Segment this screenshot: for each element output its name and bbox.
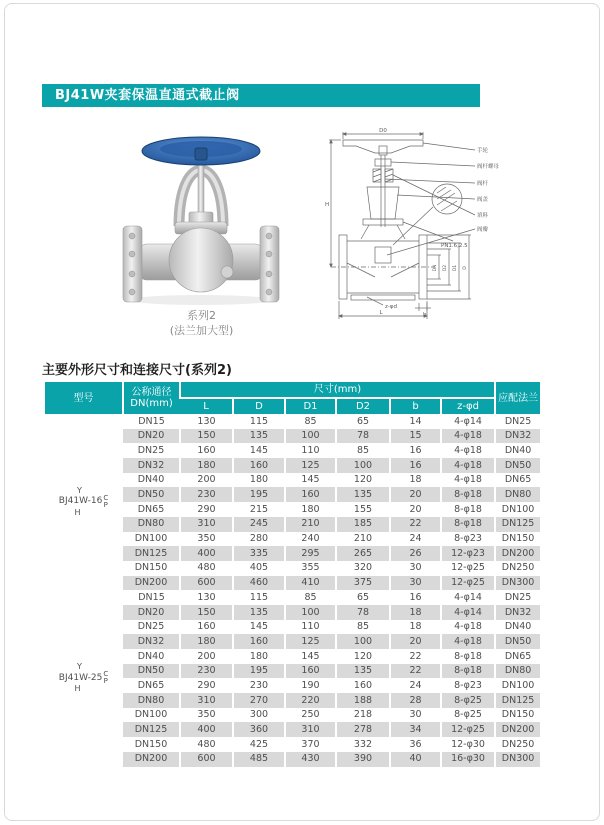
value-cell: 250	[285, 708, 336, 723]
value-cell: DN32	[495, 605, 540, 620]
valve-drawing-svg	[323, 127, 523, 332]
value-cell: 26	[390, 546, 441, 561]
dn-cell: DN50	[123, 664, 180, 679]
value-cell: 310	[285, 722, 336, 737]
dn-cell: DN200	[123, 576, 180, 591]
value-cell: 12-φ25	[441, 722, 495, 737]
dim-label-l: L	[379, 310, 383, 316]
valve-photo-illustration	[103, 124, 300, 308]
value-cell: 180	[180, 634, 233, 649]
dim-label-d2: D2	[443, 264, 448, 272]
value-cell: 28	[390, 693, 441, 708]
section-title: 主要外形尺寸和连接尺寸(系列2)	[42, 363, 232, 378]
value-cell: 300	[233, 708, 285, 723]
valve-photo	[103, 124, 300, 308]
value-cell: 8-φ18	[441, 487, 495, 502]
value-cell: 14	[390, 414, 441, 429]
value-cell: DN65	[495, 473, 540, 488]
value-cell: 245	[233, 517, 285, 532]
value-cell: 600	[180, 752, 233, 767]
value-cell: DN125	[495, 693, 540, 708]
value-cell: 20	[390, 487, 441, 502]
value-cell: 190	[285, 678, 336, 693]
value-cell: 125	[285, 634, 336, 649]
value-cell: DN80	[495, 664, 540, 679]
callout-stem: 阀杆	[477, 181, 489, 187]
value-cell: 110	[285, 620, 336, 635]
value-cell: 4-φ14	[441, 590, 495, 605]
value-cell: 485	[233, 752, 285, 767]
value-cell: 310	[180, 517, 233, 532]
callout-bonnet: 阀盖	[477, 197, 489, 203]
value-cell: 100	[336, 634, 390, 649]
model-cell: Y BJ41W-16 C P H	[45, 414, 123, 590]
callout-handwheel: 手轮	[477, 148, 489, 154]
dn-cell: DN32	[123, 458, 180, 473]
value-cell: 278	[336, 722, 390, 737]
value-cell: 20	[390, 502, 441, 517]
value-cell: 160	[233, 458, 285, 473]
value-cell: 480	[180, 561, 233, 576]
value-cell: 135	[336, 487, 390, 502]
model-cell: Y BJ41W-25 C P H	[45, 590, 123, 766]
value-cell: 8-φ18	[441, 664, 495, 679]
value-cell: 24	[390, 532, 441, 547]
value-cell: 8-φ23	[441, 678, 495, 693]
dn-cell: DN20	[123, 605, 180, 620]
value-cell: DN80	[495, 487, 540, 502]
dn-cell: DN150	[134, 738, 168, 750]
value-cell: 200	[180, 473, 233, 488]
value-cell: 22	[390, 649, 441, 664]
value-cell: 375	[336, 576, 390, 591]
col-header-b: b	[390, 398, 441, 414]
value-cell: 120	[336, 649, 390, 664]
value-cell: 78	[336, 605, 390, 620]
dn-cell: DN32	[123, 634, 180, 649]
value-cell: 22	[390, 664, 441, 679]
value-cell: 78	[336, 429, 390, 444]
value-cell: 12-φ25	[441, 576, 495, 591]
dimension-table	[45, 382, 540, 767]
value-cell: 85	[285, 414, 336, 429]
value-cell: 145	[285, 649, 336, 664]
dn-cell: DN65	[137, 679, 165, 691]
value-cell: 16	[390, 590, 441, 605]
dn-cell: DN15	[123, 590, 180, 605]
value-cell: 335	[233, 546, 285, 561]
dn-cell: DN40	[137, 650, 165, 662]
value-cell: 160	[180, 443, 233, 458]
value-cell: 100	[285, 605, 336, 620]
page-title: BJ41W夹套保温直通式截止阀	[42, 84, 480, 107]
col-header-L: L	[180, 398, 233, 414]
col-header-flange: 应配法兰	[495, 382, 540, 414]
dim-label-zd: z-φd	[385, 304, 397, 310]
value-cell: 22	[390, 517, 441, 532]
value-cell: 280	[233, 532, 285, 547]
value-cell: 460	[233, 576, 285, 591]
value-cell: 160	[336, 678, 390, 693]
value-cell: 4-φ18	[441, 429, 495, 444]
value-cell: 150	[180, 605, 233, 620]
value-cell: 15	[390, 429, 441, 444]
value-cell: 370	[285, 737, 336, 752]
dn-cell: DN125	[123, 722, 180, 737]
value-cell: 12-φ30	[441, 737, 495, 752]
value-cell: 125	[285, 458, 336, 473]
value-cell: 200	[180, 649, 233, 664]
value-cell: 230	[233, 678, 285, 693]
value-cell: DN250	[495, 737, 540, 752]
dn-cell: DN80	[123, 517, 180, 532]
value-cell: 210	[336, 532, 390, 547]
value-cell: 30	[390, 561, 441, 576]
value-cell: 600	[180, 576, 233, 591]
value-cell: 4-φ18	[441, 473, 495, 488]
table-row	[45, 414, 540, 429]
value-cell: DN25	[495, 414, 540, 429]
dim-label-dn: DN	[433, 264, 438, 272]
dn-cell: DN100	[134, 709, 168, 721]
value-cell: 130	[180, 414, 233, 429]
col-header-size-group: 尺寸(mm)	[180, 382, 495, 398]
value-cell: 410	[285, 576, 336, 591]
value-cell: 8-φ25	[441, 708, 495, 723]
value-cell: 480	[180, 737, 233, 752]
flange-type-label: (法兰加大型)	[169, 324, 234, 338]
value-cell: 215	[233, 502, 285, 517]
valve-body	[169, 228, 233, 292]
value-cell: DN200	[495, 546, 540, 561]
photo-shadow	[129, 295, 273, 305]
value-cell: 40	[390, 752, 441, 767]
value-cell: 195	[233, 664, 285, 679]
value-cell: 405	[233, 561, 285, 576]
value-cell: 290	[180, 502, 233, 517]
value-cell: 8-φ18	[441, 502, 495, 517]
jacket-connection-boss	[221, 266, 233, 278]
value-cell: 18	[390, 620, 441, 635]
callout-packing: 填料	[477, 213, 489, 219]
col-header-dn-line2: DN(mm)	[130, 398, 173, 409]
value-cell: 180	[180, 458, 233, 473]
value-cell: 65	[336, 414, 390, 429]
value-cell: 180	[233, 473, 285, 488]
value-cell: 350	[180, 708, 233, 723]
value-cell: DN40	[495, 443, 540, 458]
photo-caption	[103, 308, 300, 339]
value-cell: 4-φ14	[441, 605, 495, 620]
value-cell: 160	[285, 664, 336, 679]
dim-label-h: H	[325, 202, 330, 208]
handwheel-hub	[195, 148, 207, 160]
value-cell: DN150	[495, 708, 540, 723]
value-cell: DN50	[495, 458, 540, 473]
dn-cell: DN15	[123, 414, 180, 429]
col-header-D2: D2	[336, 398, 390, 414]
value-cell: 85	[285, 590, 336, 605]
value-cell: DN150	[495, 532, 540, 547]
value-cell: 100	[336, 458, 390, 473]
value-cell: 135	[233, 429, 285, 444]
value-cell: 145	[233, 620, 285, 635]
seat-detail-circle	[432, 184, 462, 214]
dim-label-b: b	[423, 312, 427, 318]
value-cell: DN300	[495, 576, 540, 591]
dim-label-d0: D0	[379, 128, 387, 134]
dn-cell: DN50	[123, 487, 180, 502]
value-cell: 390	[336, 752, 390, 767]
value-cell: 150	[180, 429, 233, 444]
value-cell: 230	[180, 487, 233, 502]
value-cell: 16	[390, 458, 441, 473]
value-cell: 65	[336, 590, 390, 605]
dimension-table-body	[45, 414, 540, 767]
callout-stem-nut: 阀杆螺母	[477, 164, 500, 170]
dn-cell: DN25	[137, 444, 165, 456]
value-cell: 16-φ30	[441, 752, 495, 767]
dn-cell: DN20	[123, 429, 180, 444]
value-cell: 160	[233, 634, 285, 649]
value-cell: 4-φ18	[441, 458, 495, 473]
value-cell: DN25	[495, 590, 540, 605]
drawing-jacket	[351, 295, 415, 300]
value-cell: 270	[233, 693, 285, 708]
value-cell: 220	[285, 693, 336, 708]
value-cell: 400	[180, 722, 233, 737]
dim-label-d: D	[463, 266, 468, 270]
value-cell: 180	[285, 502, 336, 517]
value-cell: 155	[336, 502, 390, 517]
value-cell: 240	[285, 532, 336, 547]
value-cell: 12-φ23	[441, 546, 495, 561]
value-cell: DN125	[495, 517, 540, 532]
value-cell: 115	[233, 590, 285, 605]
dn-cell: DN100	[134, 533, 168, 545]
value-cell: 360	[233, 722, 285, 737]
value-cell: 188	[336, 693, 390, 708]
value-cell: 320	[336, 561, 390, 576]
value-cell: 34	[390, 722, 441, 737]
table-row	[45, 590, 540, 605]
value-cell: 85	[336, 620, 390, 635]
value-cell: 290	[180, 678, 233, 693]
value-cell: 135	[233, 605, 285, 620]
value-cell: 230	[180, 664, 233, 679]
value-cell: 12-φ25	[441, 561, 495, 576]
value-cell: 425	[233, 737, 285, 752]
value-cell: 110	[285, 443, 336, 458]
value-cell: 4-φ14	[441, 414, 495, 429]
value-cell: 18	[390, 605, 441, 620]
value-cell: 430	[285, 752, 336, 767]
value-cell: 195	[233, 487, 285, 502]
value-cell: DN65	[495, 649, 540, 664]
drawing-bonnet	[367, 187, 399, 219]
value-cell: 135	[336, 664, 390, 679]
series-label: 系列2	[187, 309, 216, 322]
value-cell: 355	[285, 561, 336, 576]
value-cell: 8-φ18	[441, 517, 495, 532]
value-cell: 8-φ25	[441, 693, 495, 708]
value-cell: 145	[233, 443, 285, 458]
drawing-handwheel	[343, 140, 423, 153]
value-cell: 4-φ18	[441, 620, 495, 635]
value-cell: 20	[390, 634, 441, 649]
dn-cell: DN125	[123, 546, 180, 561]
value-cell: 180	[233, 649, 285, 664]
value-cell: DN50	[495, 634, 540, 649]
value-cell: DN250	[495, 561, 540, 576]
col-header-model: 型号	[45, 382, 123, 414]
value-cell: 4-φ18	[441, 443, 495, 458]
value-cell: 160	[180, 620, 233, 635]
value-cell: 16	[390, 443, 441, 458]
value-cell: 30	[390, 576, 441, 591]
dn-cell: DN25	[137, 621, 165, 633]
value-cell: 85	[336, 443, 390, 458]
dim-label-d1: D1	[453, 264, 458, 272]
value-cell: 100	[285, 429, 336, 444]
value-cell: 310	[180, 693, 233, 708]
col-header-dn	[123, 382, 180, 414]
value-cell: DN100	[495, 502, 540, 517]
value-cell: 185	[336, 517, 390, 532]
value-cell: 210	[285, 517, 336, 532]
pn-label: PN1.6,2.5	[441, 243, 468, 249]
value-cell: 24	[390, 678, 441, 693]
value-cell: 295	[285, 546, 336, 561]
value-cell: DN32	[495, 429, 540, 444]
value-cell: 8-φ18	[441, 649, 495, 664]
value-cell: 145	[285, 473, 336, 488]
value-cell: 18	[390, 473, 441, 488]
value-cell: DN100	[495, 678, 540, 693]
dn-cell: DN40	[137, 474, 165, 486]
dn-cell: DN200	[123, 752, 180, 767]
value-cell: 218	[336, 708, 390, 723]
valve-drawing	[323, 127, 523, 332]
value-cell: 36	[390, 737, 441, 752]
value-cell: 160	[285, 487, 336, 502]
value-cell: 8-φ23	[441, 532, 495, 547]
value-cell: 4-φ18	[441, 634, 495, 649]
value-cell: 332	[336, 737, 390, 752]
value-cell: DN300	[495, 752, 540, 767]
value-cell: DN40	[495, 620, 540, 635]
callout-disc: 阀瓣	[477, 227, 489, 233]
dn-cell: DN80	[123, 693, 180, 708]
value-cell: 120	[336, 473, 390, 488]
col-header-zd: z-φd	[441, 398, 495, 414]
dn-cell: DN150	[134, 562, 168, 574]
value-cell: 265	[336, 546, 390, 561]
value-cell: 130	[180, 590, 233, 605]
value-cell: 350	[180, 532, 233, 547]
value-cell: DN200	[495, 722, 540, 737]
value-cell: 400	[180, 546, 233, 561]
col-header-D1: D1	[285, 398, 336, 414]
col-header-D: D	[233, 398, 285, 414]
dn-cell: DN65	[137, 503, 165, 515]
col-header-dn-line1: 公称通径	[131, 387, 172, 398]
value-cell: 30	[390, 708, 441, 723]
value-cell: 115	[233, 414, 285, 429]
